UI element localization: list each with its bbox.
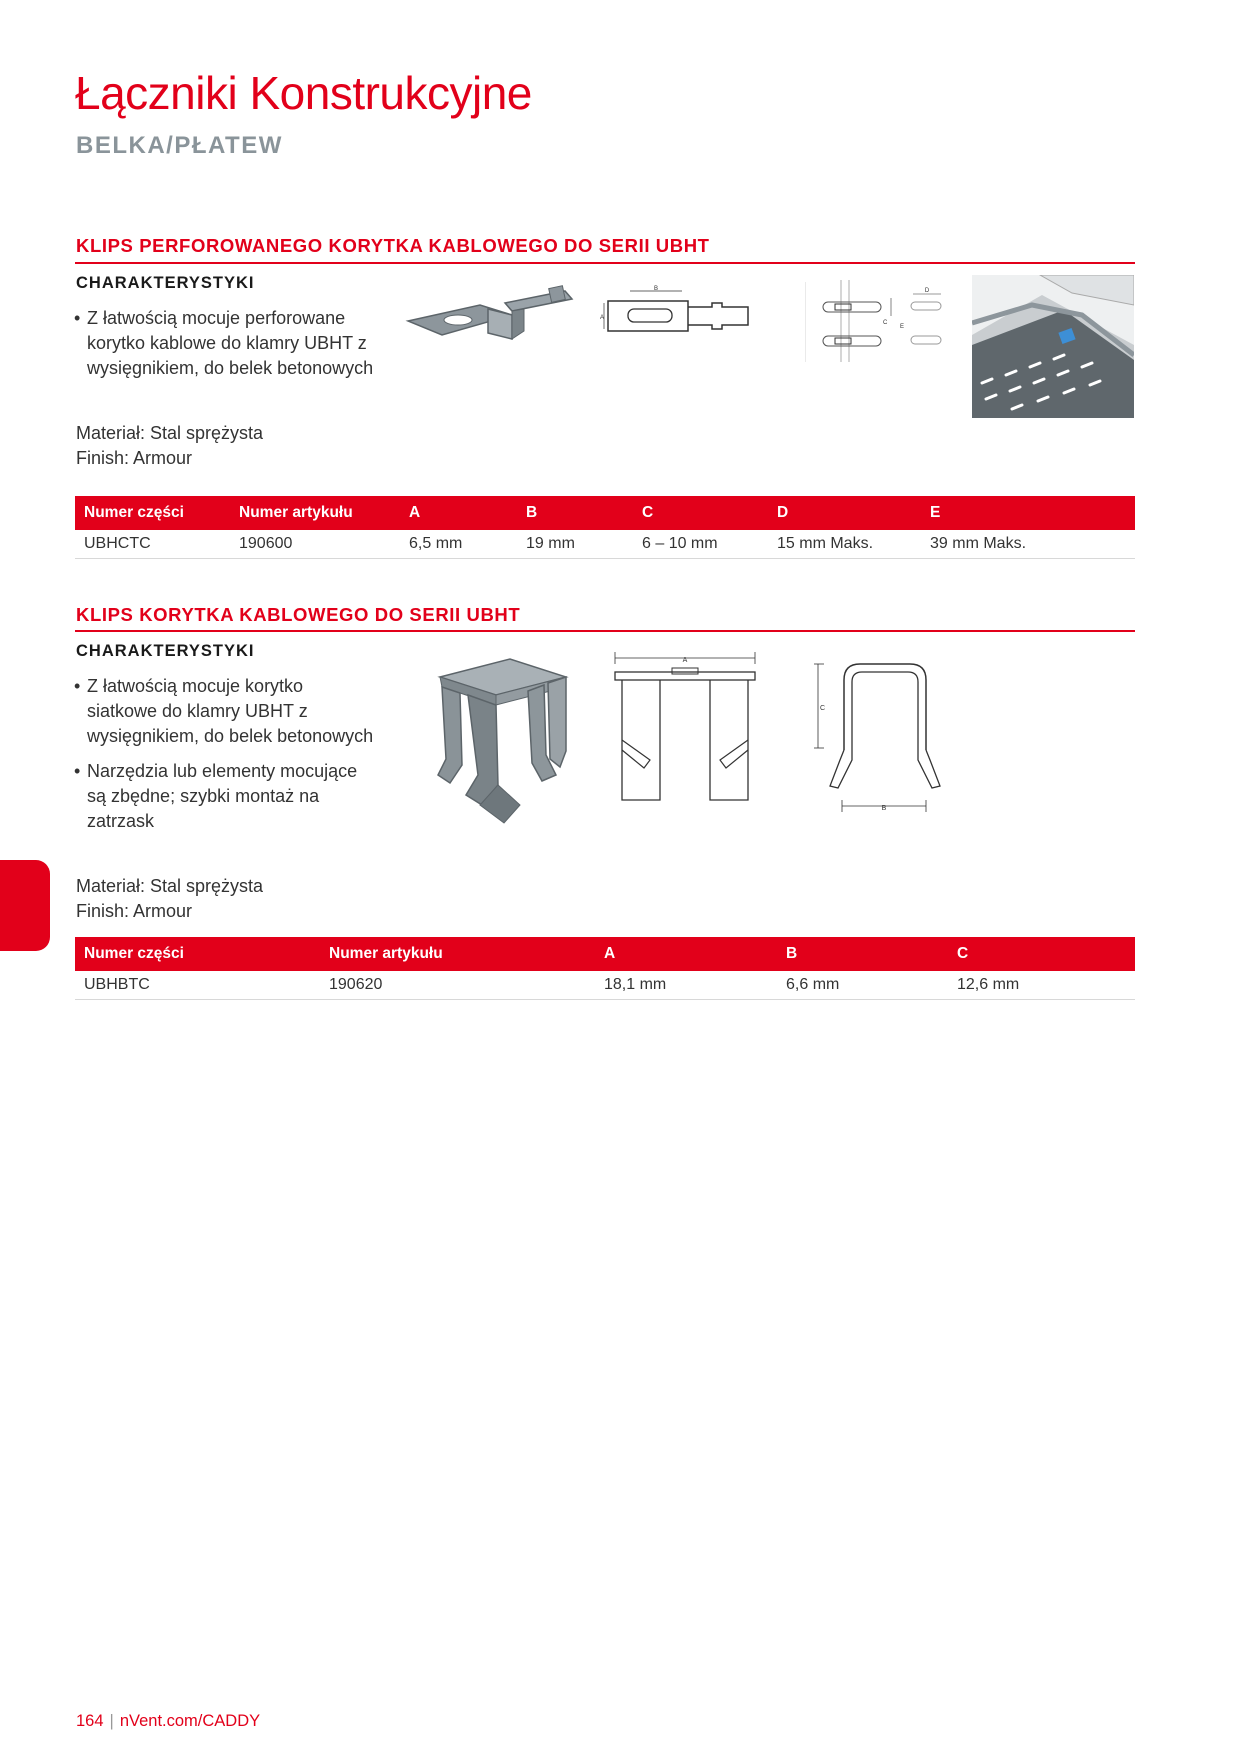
page-title: Łączniki Konstrukcyjne bbox=[75, 67, 532, 119]
table-cell: 39 mm Maks. bbox=[921, 530, 1135, 559]
table-cell: 18,1 mm bbox=[595, 971, 777, 1000]
column-header: B bbox=[777, 937, 948, 971]
page-footer bbox=[76, 1712, 260, 1731]
ubhctc-installation-drawing bbox=[805, 280, 955, 362]
list-item: • Narzędzia lub elementy mocujące są zbędne; szybki montaż na zatrzask bbox=[74, 761, 358, 831]
ubhbtc-product-photo bbox=[420, 655, 570, 825]
table-cell: 190620 bbox=[320, 971, 595, 1000]
footer-separator: | bbox=[109, 1712, 114, 1730]
column-header: C bbox=[948, 937, 1135, 971]
column-header: A bbox=[400, 496, 517, 530]
dimension-label-d: D bbox=[924, 288, 930, 294]
table-header-row bbox=[75, 496, 1135, 530]
material-text: Materiał: Stal sprężysta bbox=[76, 423, 264, 443]
feature-list bbox=[74, 306, 374, 391]
table-cell: UBHCTC bbox=[75, 530, 230, 559]
table-header-row bbox=[75, 937, 1135, 971]
table-cell: 12,6 mm bbox=[948, 971, 1135, 1000]
column-header: Numer artykułu bbox=[230, 496, 400, 530]
chapter-side-tab bbox=[0, 860, 50, 951]
table-cell: 190600 bbox=[230, 530, 400, 559]
ubhbtc-side-drawing bbox=[812, 660, 942, 820]
section-title-ubhbtc: KLIPS KORYTKA KABLOWEGO DO SERII UBHT bbox=[76, 604, 521, 625]
feature-list bbox=[74, 674, 374, 844]
page-subtitle: BELKA/PŁATEW bbox=[76, 132, 283, 159]
dimension-label-e: E bbox=[900, 324, 905, 330]
finish-text: Finish: Armour bbox=[76, 901, 193, 921]
list-item: • Z łatwością mocuje korytko siatkowe do klamry UBHT z wysięgnikiem, do belek betonowych bbox=[74, 676, 374, 746]
ubhbtc-front-drawing bbox=[610, 650, 760, 805]
spec-table-ubhbtc bbox=[75, 937, 1135, 1000]
spec-table-ubhctc bbox=[75, 496, 1135, 559]
finish-text: Finish: Armour bbox=[76, 448, 193, 468]
list-item: • Z łatwością mocuje perforowane korytko kablowe do klamry UBHT z wysięgnikiem, do belek betonowych bbox=[74, 308, 374, 378]
dimension-label-b: B bbox=[653, 286, 659, 292]
material-info bbox=[76, 874, 263, 924]
table-row bbox=[75, 530, 1135, 559]
column-header: Numer artykułu bbox=[320, 937, 595, 971]
dimension-label-c: C bbox=[820, 705, 826, 712]
section-title-ubhctc: KLIPS PERFOROWANEGO KORYTKA KABLOWEGO DO SERII UBHT bbox=[76, 235, 710, 256]
ubhctc-product-photo bbox=[400, 283, 580, 353]
characteristics-heading: CHARAKTERYSTYKI bbox=[76, 274, 255, 292]
section-divider bbox=[75, 630, 1135, 632]
footer-website-link[interactable]: nVent.com/CADDY bbox=[119, 1712, 261, 1730]
column-header: E bbox=[921, 496, 1135, 530]
table-cell: 6 – 10 mm bbox=[633, 530, 768, 559]
dimension-label-a: A bbox=[682, 657, 688, 664]
dimension-label-b: B bbox=[881, 805, 887, 812]
column-header: Numer części bbox=[75, 496, 230, 530]
column-header: Numer części bbox=[75, 937, 320, 971]
column-header: D bbox=[768, 496, 921, 530]
table-cell: 6,5 mm bbox=[400, 530, 517, 559]
page-number: 164 bbox=[76, 1712, 104, 1730]
table-cell: 15 mm Maks. bbox=[768, 530, 921, 559]
dimension-label-c: C bbox=[883, 320, 888, 326]
table-cell: 19 mm bbox=[517, 530, 633, 559]
material-text: Materiał: Stal sprężysta bbox=[76, 876, 264, 896]
table-cell: UBHBTC bbox=[75, 971, 320, 1000]
section-divider bbox=[75, 262, 1135, 264]
characteristics-heading: CHARAKTERYSTYKI bbox=[76, 642, 255, 660]
dimension-label-a: A bbox=[600, 315, 605, 321]
column-header: C bbox=[633, 496, 768, 530]
ubhctc-dimension-drawing bbox=[600, 285, 760, 340]
column-header: A bbox=[595, 937, 777, 971]
column-header: B bbox=[517, 496, 633, 530]
table-row bbox=[75, 971, 1135, 1000]
ubhctc-tray-application-photo bbox=[972, 275, 1134, 418]
table-cell: 6,6 mm bbox=[777, 971, 948, 1000]
material-info bbox=[76, 421, 263, 471]
